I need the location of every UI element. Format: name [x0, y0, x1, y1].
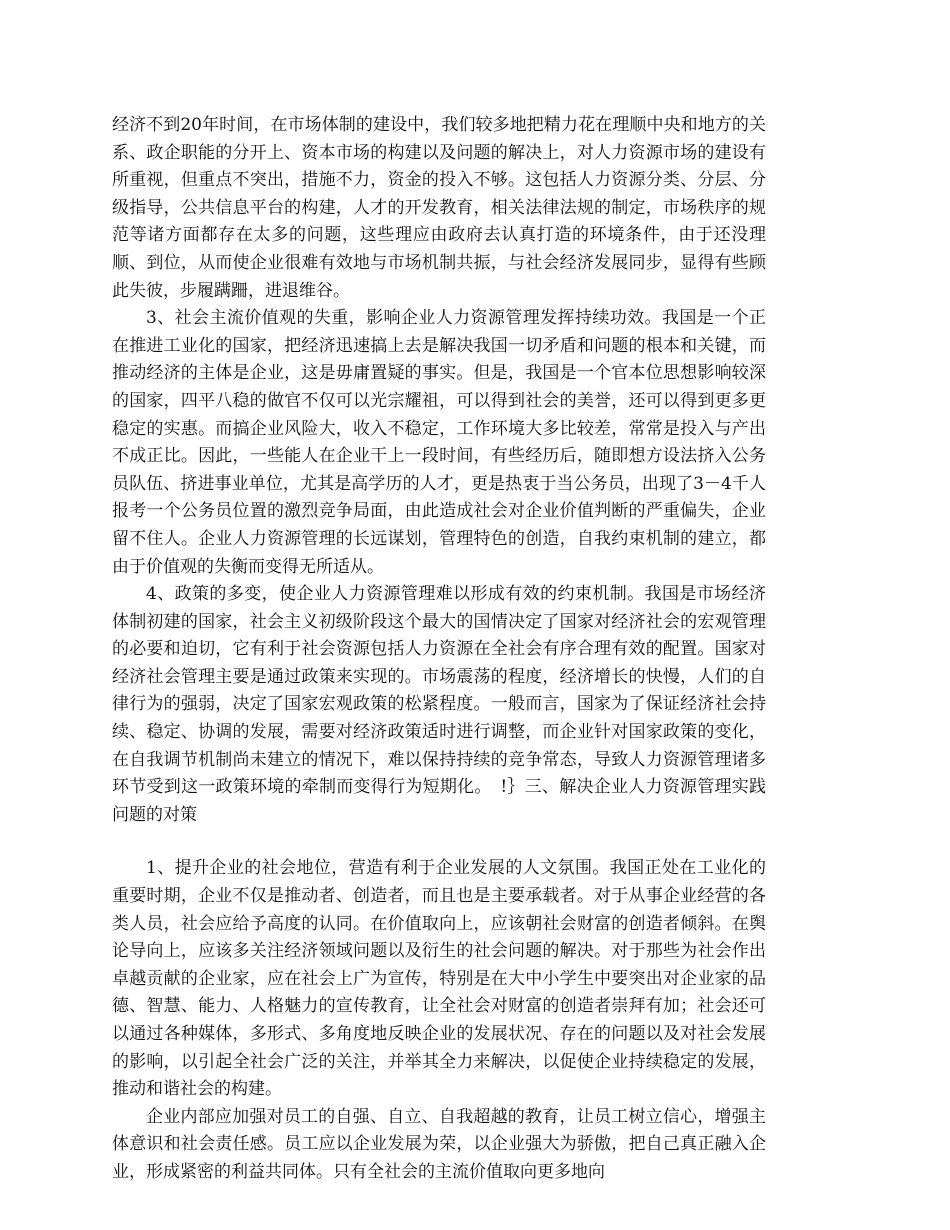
paragraph-enterprise-status: 1、提升企业的社会地位，营造有利于企业发展的人文氛围。我国正处在工业化的重要时期，企业不仅是推动者、创造者，而且也是主要承载者。对于从事企业经营的各类人员，社会应给予高度的认同。在价值取向上，应该朝社会财富的创造者倾斜。在舆论导向上，应该多关注经济领域问题以及衍生的社会问题的解决。对于那些为社会作出卓越贡献的企业家，应在社会上广为宣传，特别是在大中小学生中要突出对企业家的品德、智慧、能力、人格魅力的宣传教育，让全社会对财富的创造者崇拜有加；社会还可以通过各种媒体，多形式、多角度地反映企业的发展状况、存在的问题以及对社会发展的影响，以引起全社会广泛的关注，并举其全力来解决，以促使企业持续稳定的发展，推动和谐社会的构建。 — [112, 858, 766, 1100]
paragraph-employee-education: 企业内部应加强对员工的自强、自立、自我超越的教育，让员工树立信心，增强主体意识和社会责任感。员工应以企业发展为荣，以企业强大为骄傲，把自己真正融入企业，形成紧密的利益共同体。只有全社会的主流价值取向更多地向 — [112, 1106, 766, 1182]
paragraph-policy-changes: 4、政策的多变，使企业人力资源管理难以形成有效的约束机制。我国是市场经济体制初建的国家，社会主义初级阶段这个最大的国情决定了国家对经济社会的宏观管理的必要和迫切，它有利于社会资源包括人力资源在全社会有序合理有效的配置。国家对经济社会管理主要是通过政策来实现的。市场震荡的程度，经济增长的快慢，人们的自律行为的强弱，决定了国家宏观政策的松紧程度。一般而言，国家为了保证经济社会持续、稳定、协调的发展，需要对经济政策适时进行调整，而企业针对国家政策的变化，在自我调节机制尚未建立的情况下，难以保持持续的竞争常态，导致人力资源管理诸多环节受到这一政策环境的牵制而变得行为短期化。 !｝三、解决企业人力资源管理实践问题的对策 — [112, 584, 766, 825]
paragraph-spacer — [112, 829, 766, 855]
paragraph-market-system: 经济不到20年时间，在市场体制的建设中，我们较多地把精力花在理顺中央和地方的关系、政企职能的分开上、资本市场的构建以及问题的解决上，对人力资源市场的建设有所重视，但重点不突出，措施不力，资金的投入不够。这包括人力资源分类、分层、分级指导，公共信息平台的构建，人才的开发教育，相关法律法规的制定，市场秩序的规范等诸方面都存在太多的问题，这些理应由政府去认真打造的环境条件，由于还没理顺、到位，从而使企业很难有效地与市场机制共振，与社会经济发展同步，显得有些顾此失彼，步履蹒跚，进退维谷。 — [112, 115, 766, 301]
document-page — [112, 112, 766, 1187]
paragraph-social-values: 3、社会主流价值观的失重，影响企业人力资源管理发挥持续功效。我国是一个正在推进工业化的国家，把经济迅速搞上去是解决我国一切矛盾和问题的根本和关键，而推动经济的主体是企业，这是毋庸置疑的事实。但是，我国是一个官本位思想影响较深的国家，四平八稳的做官不仅可以光宗耀祖，可以得到社会的美誉，还可以得到更多更稳定的实惠。而搞企业风险大，收入不稳定，工作环境大多比较差，常常是投入与产出不成正比。因此，一些能人在企业干上一段时间，有些经历后，随即想方设法挤入公务员队伍、挤进事业单位，尤其是高学历的人才，更是热衷于当公务员，出现了3－4千人报考一个公务员位置的激烈竞争局面，由此造成社会对企业价值判断的严重偏失，企业留不住人。企业人力资源管理的长远谋划，管理特色的创造，自我约束机制的建立，都由于价值观的失衡而变得无所适从。 — [112, 308, 766, 577]
